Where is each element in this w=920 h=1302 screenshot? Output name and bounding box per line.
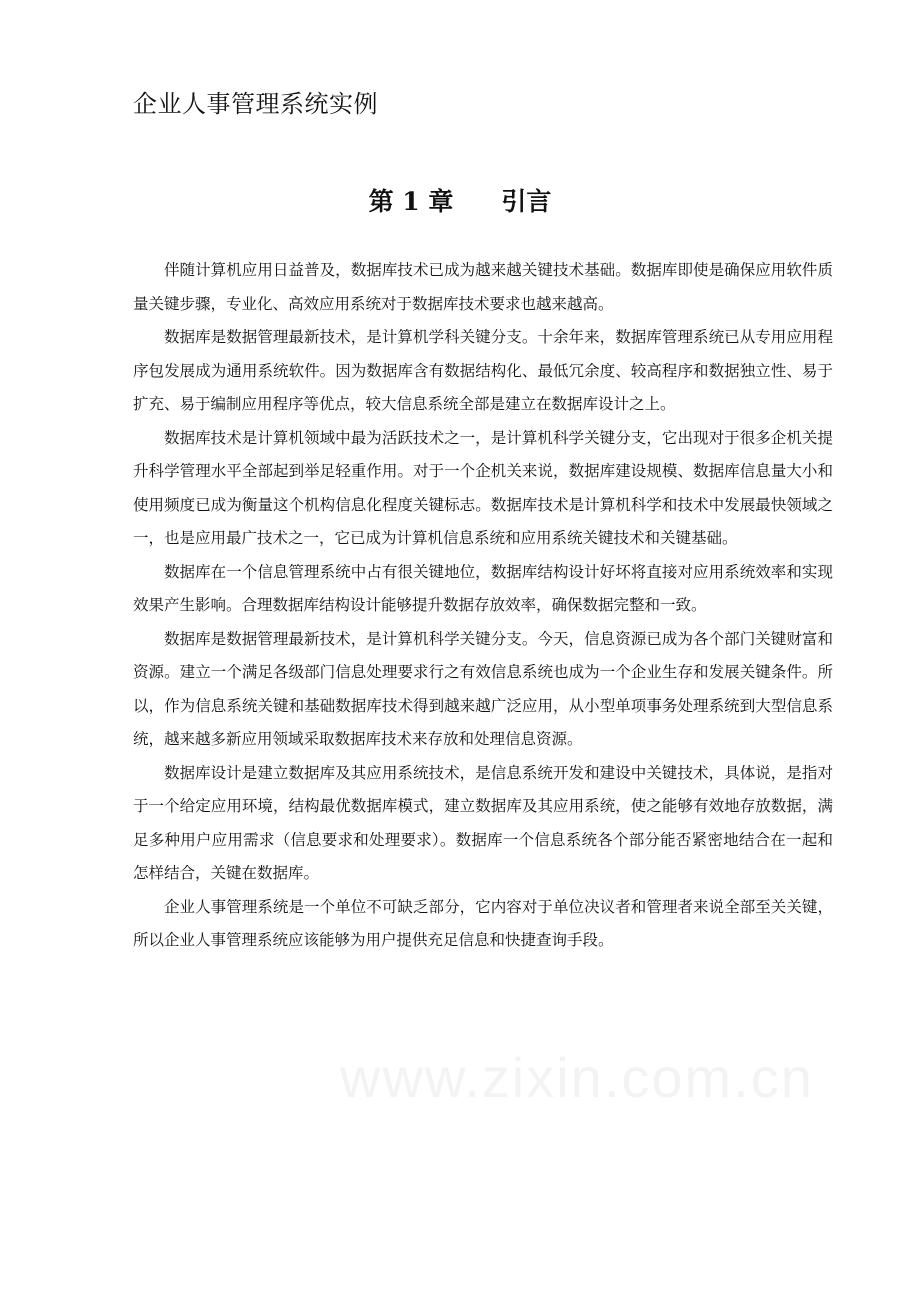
chapter-heading — [0, 183, 920, 221]
document-body — [133, 254, 833, 958]
watermark: www.zixin.com.cn — [340, 1046, 814, 1109]
body-paragraph-3: 数据库技术是计算机领域中最为活跃技术之一，是计算机科学关键分支，它出现对于很多企机关提升科学管理水平全部起到举足轻重作用。对于一个企机关来说，数据库建设规模、数据库信息量大小和使用频度已成为衡量这个机构信息化程度关键标志。数据库技术是计算机科学和技术中发展最快领域之一，也是应用最广技术之一，它已成为计算机信息系统和应用系统关键技术和关键基础。 — [133, 428, 833, 547]
document-title: 企业人事管理系统实例 — [133, 90, 378, 118]
chapter-title: 引言 — [501, 187, 552, 216]
body-paragraph-2: 数据库是数据管理最新技术，是计算机学科关键分支。十余年来，数据库管理系统已从专用应用程序包发展成为通用系统软件。因为数据库含有数据结构化、最低冗余度、较高程序和数据独立性、易于扩充、易于编制应用程序等优点，较大信息系统全部是建立在数据库设计之上。 — [133, 328, 833, 413]
body-paragraph-5: 数据库是数据管理最新技术，是计算机科学关键分支。今天，信息资源已成为各个部门关键财富和资源。建立一个满足各级部门信息处理要求行之有效信息系统也成为一个企业生存和发展关键条件。所以，作为信息系统关键和基础数据库技术得到越来越广泛应用，从小型单项事务处理系统到大型信息系统，越来越多新应用领域采取数据库技术来存放和处理信息资源。 — [133, 629, 833, 748]
body-paragraph-6: 数据库设计是建立数据库及其应用系统技术，是信息系统开发和建设中关键技术，具体说，是指对于一个给定应用环境，结构最优数据库模式，建立数据库及其应用系统，使之能够有效地存放数据，满足多种用户应用需求（信息要求和处理要求）。数据库一个信息系统各个部分能否紧密地结合在一起和怎样结合，关键在数据库。 — [133, 763, 833, 882]
body-paragraph-7: 企业人事管理系统是一个单位不可缺乏部分，它内容对于单位决议者和管理者来说全部至关关键，所以企业人事管理系统应该能够为用户提供充足信息和快捷查询手段。 — [133, 897, 833, 949]
chapter-number: 第 1 章 — [368, 187, 454, 216]
body-paragraph-1: 伴随计算机应用日益普及，数据库技术已成为越来越关键技术基础。数据库即使是确保应用软件质量关键步骤，专业化、高效应用系统对于数据库技术要求也越来越高。 — [133, 261, 833, 313]
body-paragraph-4: 数据库在一个信息管理系统中占有很关键地位，数据库结构设计好坏将直接对应用系统效率和实现效果产生影响。合理数据库结构设计能够提升数据存放效率，确保数据完整和一致。 — [133, 562, 833, 614]
